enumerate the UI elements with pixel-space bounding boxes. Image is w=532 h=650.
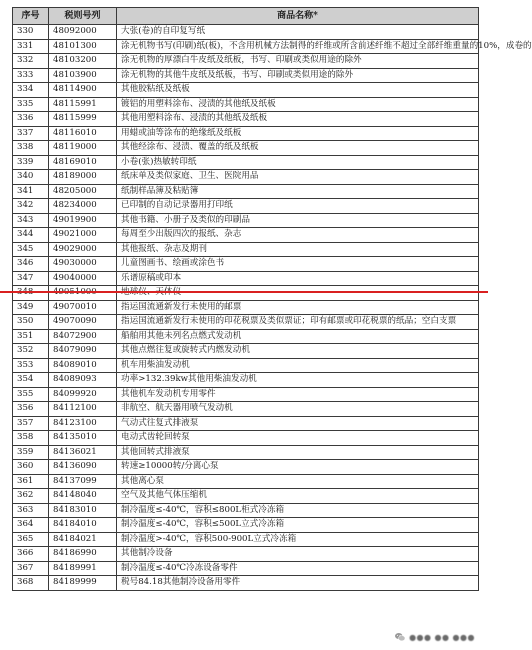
row-product-name: 用蜡或油等涂布的绝缘纸及纸板 <box>117 126 479 141</box>
row-serial: 368 <box>13 576 49 591</box>
row-product-name: 电动式齿轮回转泵 <box>117 431 479 446</box>
row-serial: 332 <box>13 54 49 69</box>
row-serial: 342 <box>13 199 49 214</box>
row-serial <box>13 286 49 301</box>
header-product-name: 商品名称* <box>117 8 479 25</box>
table-row <box>13 503 479 518</box>
row-tariff-code: 48115991 <box>49 97 117 112</box>
row-product-name: 小卷(张)热敏转印纸 <box>117 155 479 170</box>
table-row <box>13 228 479 243</box>
row-serial: 347 <box>13 271 49 286</box>
table-row <box>13 213 479 228</box>
table-row <box>13 576 479 591</box>
row-serial: 341 <box>13 184 49 199</box>
row-product-name: 制冷温度≤-40℃，容积≤500L立式冷冻箱 <box>117 518 479 533</box>
row-serial: 363 <box>13 503 49 518</box>
row-tariff-code: 49019900 <box>49 213 117 228</box>
row-product-name: 每周至少出版四次的报纸、杂志 <box>117 228 479 243</box>
row-product-name: 已印制的自动记录器用打印纸 <box>117 199 479 214</box>
row-tariff-code: 48101300 <box>49 39 117 54</box>
table-body <box>13 25 532 591</box>
row-product-name: 气动式往复式排液泵 <box>117 416 479 431</box>
row-product-name: 涂无机物书写(印刷)纸(板)，不含用机械方法制得的纤维或所含前述纤维不超过全部纤维重量的10%，成卷的 <box>117 39 479 54</box>
row-product-name: 制冷温度≤-40℃，容积≤800L柜式冷冻箱 <box>117 503 479 518</box>
header-row <box>13 8 479 25</box>
row-tariff-code: 49040000 <box>49 271 117 286</box>
row-serial: 344 <box>13 228 49 243</box>
row-serial: 340 <box>13 170 49 185</box>
row-product-name: 乐谱原稿或印本 <box>117 271 479 286</box>
row-serial: 361 <box>13 474 49 489</box>
row-serial: 364 <box>13 518 49 533</box>
row-product-name: 纸制样品簿及粘贴簿 <box>117 184 479 199</box>
table-row <box>13 460 479 475</box>
watermark-text: ●●● ●● ●●● <box>409 632 475 642</box>
row-tariff-code: 84136090 <box>49 460 117 475</box>
row-serial: 334 <box>13 83 49 98</box>
row-serial: 331 <box>13 39 49 54</box>
row-serial: 365 <box>13 532 49 547</box>
table-row <box>13 54 479 69</box>
row-product-name: 制冷温度≤-40℃冷冻设备零件 <box>117 561 479 576</box>
row-product-name: 镀铝的用塑料涂布、浸渍的其他纸及纸板 <box>117 97 479 112</box>
row-tariff-code: 48103200 <box>49 54 117 69</box>
row-product-name: 非航空、航天器用喷气发动机 <box>117 402 479 417</box>
row-product-name: 其他书籍、小册子及类似的印刷品 <box>117 213 479 228</box>
row-product-name: 儿童图画书、绘画或涂色书 <box>117 257 479 272</box>
row-tariff-code: 48092000 <box>49 25 117 40</box>
table-row <box>13 39 479 54</box>
row-tariff-code: 49070010 <box>49 300 117 315</box>
table-row <box>13 25 479 40</box>
row-product-name <box>117 286 479 301</box>
table-row <box>13 532 479 547</box>
row-tariff-code: 84183010 <box>49 503 117 518</box>
row-product-name: 涂无机物的厚漂白牛皮纸及纸板，书写、印刷或类似用途的除外 <box>117 54 479 69</box>
row-tariff-code: 84072900 <box>49 329 117 344</box>
table-row <box>13 431 479 446</box>
row-product-name: 其他用塑料涂布、浸渍的其他纸及纸板 <box>117 112 479 127</box>
row-tariff-code: 49070090 <box>49 315 117 330</box>
row-tariff-code: 84099920 <box>49 387 117 402</box>
watermark <box>391 630 478 644</box>
table-header <box>13 8 479 25</box>
header-tariff-code: 税则号列 <box>49 8 117 25</box>
tariff-table <box>12 7 532 591</box>
row-serial: 345 <box>13 242 49 257</box>
row-serial: 333 <box>13 68 49 83</box>
header-serial: 序号 <box>13 8 49 25</box>
row-serial: 335 <box>13 97 49 112</box>
table-row <box>13 547 479 562</box>
row-tariff-code: 48103900 <box>49 68 117 83</box>
row-serial: 367 <box>13 561 49 576</box>
table-row <box>13 68 479 83</box>
row-tariff-code: 84148040 <box>49 489 117 504</box>
row-tariff-code: 84189991 <box>49 561 117 576</box>
row-product-name: 船舶用其他未列名点燃式发动机 <box>117 329 479 344</box>
row-product-name: 其他胶粘纸及纸板 <box>117 83 479 98</box>
table-row <box>13 155 479 170</box>
row-tariff-code: 84136021 <box>49 445 117 460</box>
row-tariff-code: 48115999 <box>49 112 117 127</box>
row-product-name: 其他报纸、杂志及期刊 <box>117 242 479 257</box>
row-tariff-code: 84137099 <box>49 474 117 489</box>
row-product-name: 功率>132.39kw其他用柴油发动机 <box>117 373 479 388</box>
table-row <box>13 402 479 417</box>
row-serial: 346 <box>13 257 49 272</box>
row-tariff-code: 49021000 <box>49 228 117 243</box>
row-product-name: 其他制冷设备 <box>117 547 479 562</box>
row-serial: 330 <box>13 25 49 40</box>
table-row <box>13 474 479 489</box>
row-tariff-code: 48169010 <box>49 155 117 170</box>
row-serial: 360 <box>13 460 49 475</box>
row-product-name: 其他点燃往复或旋转式内燃发动机 <box>117 344 479 359</box>
table-row <box>13 315 479 330</box>
row-serial: 349 <box>13 300 49 315</box>
row-tariff-code: 49029000 <box>49 242 117 257</box>
row-serial: 352 <box>13 344 49 359</box>
row-serial: 338 <box>13 141 49 156</box>
row-serial: 366 <box>13 547 49 562</box>
row-serial: 358 <box>13 431 49 446</box>
table-row <box>13 257 479 272</box>
table-row <box>13 358 479 373</box>
table-row <box>13 344 479 359</box>
table-row <box>13 184 479 199</box>
table-row <box>13 373 479 388</box>
table-row <box>13 561 479 576</box>
table-row <box>13 170 479 185</box>
row-tariff-code: 84135010 <box>49 431 117 446</box>
table-row <box>13 416 479 431</box>
row-serial: 337 <box>13 126 49 141</box>
row-serial: 339 <box>13 155 49 170</box>
row-product-name: 转速≥10000转/分离心泵 <box>117 460 479 475</box>
table-row <box>13 141 479 156</box>
row-product-name: 其他回转式排液泵 <box>117 445 479 460</box>
table-row <box>13 97 479 112</box>
table-row <box>13 329 479 344</box>
row-product-name: 指运国流通新发行未使用的邮票 <box>117 300 479 315</box>
row-tariff-code: 84089010 <box>49 358 117 373</box>
row-tariff-code: 84089093 <box>49 373 117 388</box>
row-product-name: 大张(卷)的自印复写纸 <box>117 25 479 40</box>
row-product-name: 指运国流通新发行未使用的印花税票及类似票证；印有邮票或印花税票的纸品；空白支票 <box>117 315 479 330</box>
row-product-name: 制冷温度>-40℃，容积500-900L立式冷冻箱 <box>117 532 479 547</box>
row-serial: 356 <box>13 402 49 417</box>
row-tariff-code: 84184021 <box>49 532 117 547</box>
row-product-name: 机车用柴油发动机 <box>117 358 479 373</box>
table-row <box>13 300 479 315</box>
table-row <box>13 112 479 127</box>
table-row <box>13 489 479 504</box>
row-tariff-code: 84186990 <box>49 547 117 562</box>
table-row <box>13 445 479 460</box>
table-row <box>13 286 479 301</box>
table-row <box>13 83 479 98</box>
table-row <box>13 242 479 257</box>
row-tariff-code: 84123100 <box>49 416 117 431</box>
row-tariff-code: 48116010 <box>49 126 117 141</box>
row-tariff-code: 84189999 <box>49 576 117 591</box>
table-row <box>13 518 479 533</box>
table-row <box>13 271 479 286</box>
row-tariff-code: 84079090 <box>49 344 117 359</box>
row-product-name: 其他机车发动机专用零件 <box>117 387 479 402</box>
wechat-icon <box>394 631 406 643</box>
row-product-name: 纸床单及类似家庭、卫生、医院用品 <box>117 170 479 185</box>
row-product-name: 空气及其他气体压缩机 <box>117 489 479 504</box>
table-row <box>13 199 479 214</box>
row-serial: 359 <box>13 445 49 460</box>
row-serial: 336 <box>13 112 49 127</box>
row-product-name: 税号84.18其他制冷设备用零件 <box>117 576 479 591</box>
table-row <box>13 387 479 402</box>
row-serial: 362 <box>13 489 49 504</box>
row-tariff-code: 84184010 <box>49 518 117 533</box>
row-tariff-code: 49030000 <box>49 257 117 272</box>
row-tariff-code: 48114900 <box>49 83 117 98</box>
row-serial: 343 <box>13 213 49 228</box>
table-row <box>13 126 479 141</box>
row-product-name: 其他经涂布、浸渍、覆盖的纸及纸板 <box>117 141 479 156</box>
row-tariff-code: 48234000 <box>49 199 117 214</box>
highlight-line <box>0 291 488 293</box>
row-serial: 353 <box>13 358 49 373</box>
row-tariff-code: 84112100 <box>49 402 117 417</box>
row-product-name: 涂无机物的其他牛皮纸及纸板，书写、印刷或类似用途的除外 <box>117 68 479 83</box>
row-serial: 351 <box>13 329 49 344</box>
row-serial: 354 <box>13 373 49 388</box>
row-tariff-code: 48189000 <box>49 170 117 185</box>
row-serial: 355 <box>13 387 49 402</box>
row-tariff-code: 48119000 <box>49 141 117 156</box>
row-tariff-code: 48205000 <box>49 184 117 199</box>
row-serial: 357 <box>13 416 49 431</box>
row-tariff-code <box>49 286 117 301</box>
row-product-name: 其他离心泵 <box>117 474 479 489</box>
row-serial: 350 <box>13 315 49 330</box>
